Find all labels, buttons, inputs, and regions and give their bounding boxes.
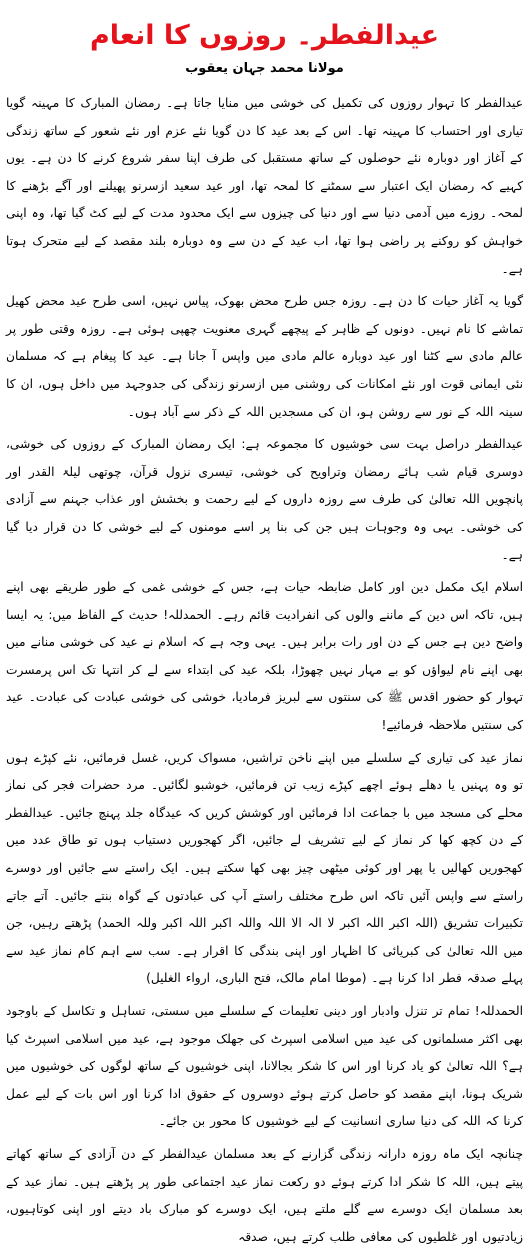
paragraph: نماز عید کی تیاری کے سلسلے میں اپنے ناخن تراشیں، مسواک کریں، غسل فرمائیں، نئے کپڑے ہوں تو وہ پہنیں یا دھلے ہوئے اچھے کپڑے زیب تن فرمائیں، خوشبو لگائیں۔ مرد حضرات فجر کی نماز محلے کی مسجد میں با جماعت ادا فرمائیں اور کوشش کریں کہ عیدگاہ جلد پہنچ جائیں۔ عیدالفطر کے دن کچھ کھا کر نماز کے لیے تشریف لے جائیں، اگر کھجوریں دستیاب ہوں تو طاق عدد میں کھجوریں کھالیں یا پھر اور کوئی میٹھی چیز بھی کھا سکتے ہیں۔ ایک راستے سے جائیں اور دوسرے راستے سے واپس آئیں تاکہ اس طرح مختلف راستے آپ کی عبادتوں کے گواہ بنتے جائیں۔ آتے جاتے تکبیرات تشریق (اللہ اکبر اللہ اکبر لا الہ الا اللہ واللہ اکبر اللہ اکبر وللہ الحمد) پڑھتے رہیں، جن میں اللہ تعالیٰ کی کبریائی کا اظہار اور اپنی بندگی کا اقرار ہے۔ سب سے اہم کام نماز عید سے پہلے صدقہ فطر ادا کرنا ہے۔ (موطا امام مالک، فتح الباری، ارواء الغلیل) <box>6 750 523 986</box>
paragraph: چنانچہ ایک ماہ روزہ دارانہ زندگی گزارنے کے بعد مسلمان عیدالفطر کے دن آزادی کے ساتھ کھاتے پیتے ہیں، اللہ کا شکر ادا کرتے ہوئے دو رکعت نماز عید اجتماعی طور پر پڑھتے ہیں۔ نماز عید کے بعد مسلمان ایک دوسرے سے گلے ملتے ہیں، ایک دوسرے کو مبارک باد دیتے اور اپنی کوتاہیوں، زیادتیوں اور غلطیوں کی معافی طلب کرتے ہیں، صدقہ <box>6 1146 523 1244</box>
paragraph: عیدالفطر دراصل بہت سی خوشیوں کا مجموعہ ہے: ایک رمضان المبارک کے روزوں کی خوشی، دوسری قیام شب ہائے رمضان وتراویح کی خوشی، تیسری نزول قرآن، چوتھی لیلۃ القدر اور پانچویں اللہ تعالیٰ کی طرف سے روزہ داروں کے لیے رحمت و بخشش اور عذاب جہنم سے آزادی کی خوشی۔ یہی وہ وجوہات ہیں جن کی بنا پر اسے مومنوں کے لیے خوشی کا دن قرار دیا گیا ہے۔ <box>6 437 523 562</box>
paragraph: عیدالفطر کا تہوار روزوں کی تکمیل کی خوشی میں منایا جاتا ہے۔ رمضان المبارک کا مہینہ گویا تیاری اور احتساب کا مہینہ تھا۔ اس کے بعد عید کا دن گویا نئے عزم اور نئے شعور کے ساتھ زندگی کے آغاز اور دوبارہ نئے حوصلوں کے ساتھ مستقبل کی طرف اپنا سفر شروع کرنے کا دن ہے۔ یوں کہیے کہ رمضان ایک اعتبار سے سمٹنے کا لمحہ تھا، اور عید سعید ازسرنو پھیلنے اور آگے بڑھنے کا لمحہ۔ روزے میں آدمی دنیا سے اور دنیا کی چیزوں سے ایک محدود مدت کے لیے کٹ گیا تھا، وہ اپنی خواہش کو روکنے پر راضی ہوا تھا، اب عید کے دن سے وہ دوبارہ بلند مقصد کے لیے متحرک ہوتا ہے۔ <box>6 96 523 276</box>
paragraph: گویا یہ آغاز حیات کا دن ہے۔ روزہ جس طرح محض بھوک، پیاس نہیں، اسی طرح عید محض کھیل تماشے کا نام نہیں۔ دونوں کے ظاہر کے پیچھے گہری معنویت چھپی ہوئی ہے۔ روزہ وقتی طور پر عالم مادی سے کٹنا اور عید دوبارہ عالم مادی میں واپس آ جانا ہے۔ عید کا پیغام ہے کہ مسلمان نئی ایمانی قوت اور نئے امکانات کی روشنی میں ازسرنو زندگی کی جدوجہد میں داخل ہوں، ان کا سینہ اللہ کے نور سے روشن ہو، ان کی مسجدیں اللہ کے ذکر سے آباد ہوں۔ <box>6 294 523 419</box>
paragraph: الحمدللہ! تمام تر تنزل وادبار اور دینی تعلیمات کے سلسلے میں سستی، تساہل و تکاسل کے باوجود بھی اکثر مسلمانوں کی عید میں اسلامی اسپرٹ کی جھلک موجود ہے، عید میں اسلامی اسپرٹ کیا ہے؟ اللہ تعالیٰ کو یاد کرنا اور اس کا شکر بجالانا، اپنی خوشیوں کے ساتھ لوگوں کی خوشیوں میں شریک ہونا، اپنے مقصد کو حاصل کرتے ہوئے دوسروں کے حقوق ادا کرنا اور اس بات کے لیے عمل کرنا کہ اللہ کی دنیا ساری انسانیت کے لیے خوشیوں کا محور بن جائے۔ <box>6 1004 523 1129</box>
article-author: مولانا محمد جہان یعقوب <box>185 61 344 76</box>
article-title: عیدالفطر۔ روزوں کا انعام <box>89 20 440 51</box>
article-body <box>6 90 523 1251</box>
paragraph: اسلام ایک مکمل دین اور کامل ضابطہ حیات ہے، جس کے خوشی غمی کے طور طریقے بھی اپنے ہیں، تاکہ اس دین کے ماننے والوں کی انفرادیت قائم رہے۔ الحمدللہ! حدیث کے الفاظ میں: یہ ایسا واضح دین ہے جس کے دن اور رات برابر ہیں۔ یہی وجہ ہے کہ اسلام نے عید کی خوشی منانے میں بھی اپنے نام لیواؤں کو بے مہار نہیں چھوڑا، بلکہ عید کی ابتداء سے لے کر انتہا تک اس پرمسرت تہوار کو حضور اقدس ﷺ کی سنتوں سے لبریز فرمادیا، خوشی کی خوشی عبادت کی عبادت۔ عید کی سنتیں ملاحظہ فرمائیے! <box>6 580 523 733</box>
